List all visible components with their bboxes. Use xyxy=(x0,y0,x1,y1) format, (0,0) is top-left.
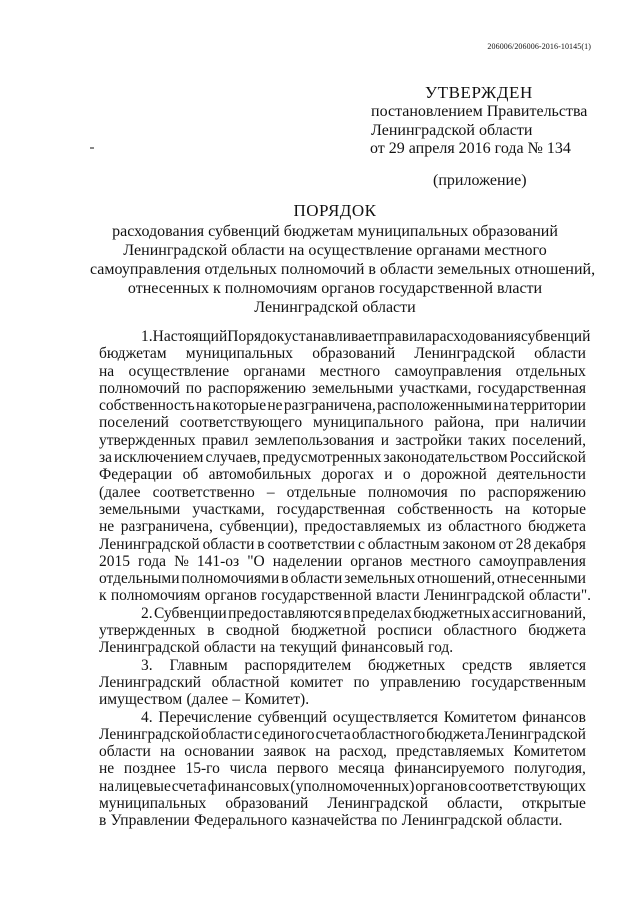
paragraph-line: утвержденных в сводной бюджетной росписи областного бюджета xyxy=(99,622,586,640)
document-heading xyxy=(90,201,596,317)
paragraph-line: в Управлении Федерального казначейства по Ленинградской области. xyxy=(99,812,563,830)
paragraph-line: имуществом (далее – Комитет). xyxy=(99,691,310,709)
paragraph-line: Ленинградский областной комитет по управлению государственным xyxy=(99,673,586,691)
paragraph-line: на осуществление органами местного самоуправления отдельных xyxy=(99,362,586,380)
heading-line: самоуправления отдельных полномочий в области земельных отношений, xyxy=(90,261,596,278)
document-id: 206006/206006-2016-10145(1) xyxy=(487,42,591,51)
paragraph xyxy=(99,657,586,709)
paragraph xyxy=(99,328,592,605)
paragraph-line: утвержденных правил землепользования и застройки таких поселений, xyxy=(99,431,586,449)
heading-line: Ленинградской области на осуществление органами местного xyxy=(123,242,547,259)
paragraph-line: 1. Настоящий Порядок устанавливает правила расходования субвенций xyxy=(141,328,591,345)
paragraph-line: (далее соответственно – отдельные полномочия по распоряжению xyxy=(99,483,586,501)
paragraph-line: Ленинградской области на текущий финансовый год. xyxy=(99,639,454,657)
paragraph xyxy=(99,605,586,657)
paragraph-line: 4. Перечисление субвенций осуществляется Комитетом финансов xyxy=(141,708,586,726)
paragraph-line: к полномочиям органов государственной власти Ленинградской области". xyxy=(99,587,592,605)
paragraph-line: области на основании заявок на расход, представляемых Комитетом xyxy=(99,743,586,761)
paragraph-line: поселений соответствующего муниципального района, при наличии xyxy=(99,414,586,432)
approval-appendix: (приложение) xyxy=(433,172,527,189)
paragraph-line: муниципальных образований Ленинградской области, открытые xyxy=(99,795,586,813)
paragraph-line: полномочий по распоряжению земельными участками, государственная xyxy=(99,379,586,397)
approval-date-line: от 29 апреля 2016 года № 134 xyxy=(370,140,571,157)
paragraph-line: отдельными полномочиями в области земельных отношений, отнесенными xyxy=(99,570,586,588)
paragraph xyxy=(99,709,586,830)
paragraph-line: земельными участками, государственная собственность на которые xyxy=(99,500,586,518)
paragraph-line: на лицевые счета финансовых (уполномоченных) органов соответствующих xyxy=(99,777,586,795)
heading-line: отнесенных к полномочиям органов государственной власти xyxy=(127,280,543,297)
approval-line: Ленинградской области xyxy=(371,122,533,139)
paragraph-line: Федерации об автомобильных дорогах и о дорожной деятельности xyxy=(99,466,586,484)
paragraph-line: не позднее 15-го числа первого месяца финансируемого полугодия, xyxy=(99,760,586,778)
paragraph-line: 2. Субвенции предоставляются в пределах бюджетных ассигнований, xyxy=(141,604,586,622)
paragraph-line: не разграничена, субвенции), предоставляемых из областного бюджета xyxy=(99,518,586,536)
paragraph-line: 2015 года № 141-оз "О наделении органов местного самоуправления xyxy=(99,552,586,570)
paragraph-line: за исключением случаев, предусмотренных законодательством Российской xyxy=(99,449,586,467)
scan-mark xyxy=(90,147,94,149)
paragraph-line: Ленинградской области в соответствии с областным законом от 28 декабря xyxy=(99,535,586,553)
paragraph-line: бюджетам муниципальных образований Ленинградской области xyxy=(99,345,586,363)
approval-line: постановлением Правительства xyxy=(371,103,588,120)
heading-line: Ленинградской области xyxy=(254,299,416,316)
paragraph-line: Ленинградской области с единого счета областного бюджета Ленинградской xyxy=(99,725,586,743)
approval-title: УТВЕРЖДЕН xyxy=(425,83,533,102)
heading-line: расходования субвенций бюджетам муниципальных образований xyxy=(112,223,558,240)
paragraph-line: собственность на которые не разграничена, расположенными на территории xyxy=(99,397,586,415)
approval-block xyxy=(371,83,611,190)
paragraph-line: 3. Главным распорядителем бюджетных средств является xyxy=(141,656,586,674)
heading-title: ПОРЯДОК xyxy=(293,201,377,220)
document-body xyxy=(99,328,592,830)
